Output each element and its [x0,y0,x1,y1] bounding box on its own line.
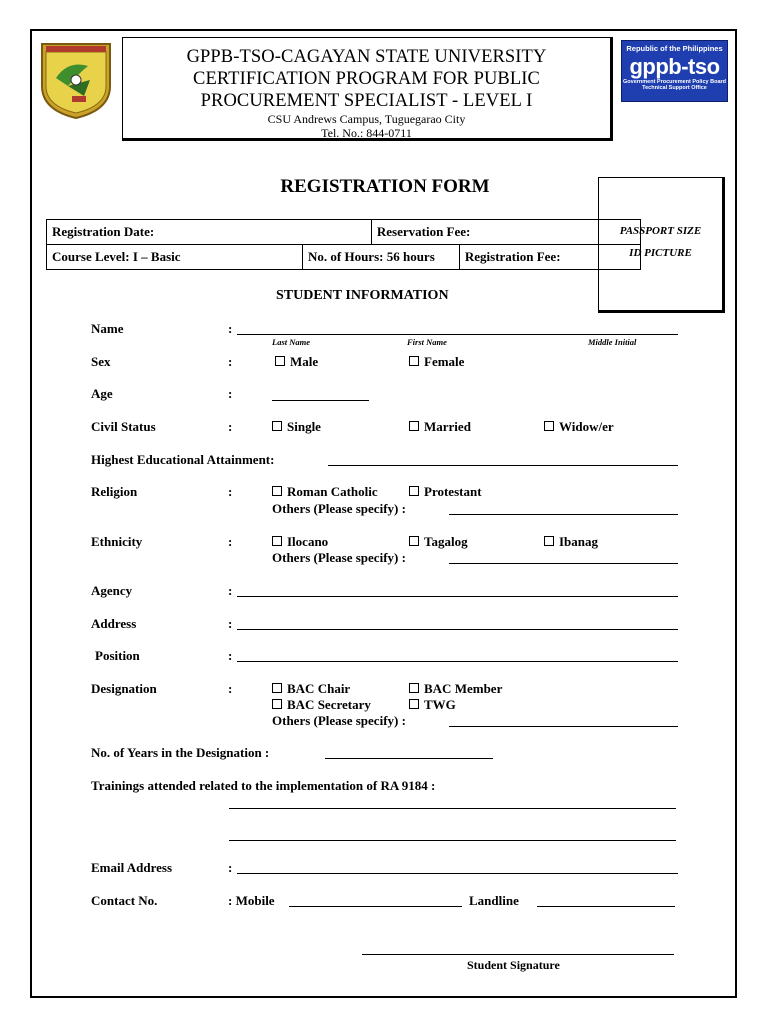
header-line-2: CERTIFICATION PROGRAM FOR PUBLIC [193,69,540,89]
designation-others-label: Others (Please specify) : [272,713,406,728]
twg-text: TWG [424,697,456,712]
section-title: STUDENT INFORMATION [276,288,449,303]
name-field[interactable] [237,334,678,335]
twg-checkbox[interactable] [409,699,419,709]
civil-status-label: Civil Status [91,419,156,434]
tagalog-checkbox[interactable] [409,536,419,546]
male-text: Male [290,354,319,369]
csu-logo [38,40,114,120]
name-label: Name [91,321,124,336]
reservation-fee-cell[interactable]: Reservation Fee: [371,220,640,245]
position-field[interactable] [237,661,678,662]
logo-brand-text: gppb-tso [629,54,720,79]
widow-text: Widow/er [559,419,614,434]
ibanag-text: Ibanag [559,534,599,549]
hours-cell: No. of Hours: 56 hours [303,245,460,270]
education-label: Highest Educational Attainment: [91,452,275,467]
trainings-label: Trainings attended related to the implementation of RA 9184 : [91,778,436,793]
tagalog-text: Tagalog [424,534,468,549]
married-option[interactable] [409,419,471,435]
photo-label-2: ID PICTURE [629,247,692,259]
landline-label: Landline [469,893,519,908]
agency-colon: : [228,583,233,598]
ethnicity-colon: : [228,534,233,549]
female-text: Female [424,354,465,369]
header-box [122,37,613,141]
twg-option[interactable] [409,697,456,713]
position-label: Position [95,648,140,663]
bac-secretary-option[interactable] [272,697,371,713]
registration-table [46,219,641,270]
bac-secretary-checkbox[interactable] [272,699,282,709]
years-designation-label: No. of Years in the Designation : [91,745,270,760]
logo-republic-text: Republic of the Philippines [626,44,723,53]
years-designation-field[interactable] [325,758,493,759]
religion-label: Religion [91,484,138,499]
widow-checkbox[interactable] [544,421,554,431]
sex-colon: : [228,354,233,369]
form-title: REGISTRATION FORM [280,176,490,197]
bac-chair-text: BAC Chair [287,681,351,696]
age-field[interactable] [272,400,369,401]
middle-initial-caption: Middle Initial [588,337,637,347]
agency-field[interactable] [237,596,678,597]
ibanag-checkbox[interactable] [544,536,554,546]
designation-colon: : [228,681,233,696]
position-colon: : [228,648,233,663]
ilocano-checkbox[interactable] [272,536,282,546]
designation-others-field[interactable] [449,726,678,727]
bac-chair-checkbox[interactable] [272,683,282,693]
last-name-caption: Last Name [272,337,311,347]
roman-catholic-text: Roman Catholic [287,484,378,499]
single-text: Single [287,419,321,434]
agency-label: Agency [91,583,133,598]
signature-field[interactable] [362,954,674,955]
religion-others-field[interactable] [449,514,678,515]
male-checkbox[interactable] [275,356,285,366]
address-field[interactable] [237,629,678,630]
trainings-field-line-2[interactable] [229,840,676,841]
education-field[interactable] [328,465,678,466]
logo-bottom-text-2: Technical Support Office [642,85,707,91]
registration-fee-cell[interactable]: Registration Fee: [459,245,640,270]
single-checkbox[interactable] [272,421,282,431]
header-tel: Tel. No.: 844-0711 [321,126,412,140]
course-level-cell: Course Level: I – Basic [47,245,303,270]
roman-catholic-checkbox[interactable] [272,486,282,496]
married-checkbox[interactable] [409,421,419,431]
age-label: Age [91,386,113,401]
single-option[interactable] [272,419,321,435]
ethnicity-label: Ethnicity [91,534,143,549]
ethnicity-others-label: Others (Please specify) : [272,550,406,565]
header-line-3: PROCUREMENT SPECIALIST - LEVEL I [200,91,533,111]
header-line-1: GPPB-TSO-CAGAYAN STATE UNIVERSITY [186,47,547,67]
header-campus: CSU Andrews Campus, Tuguegarao City [267,112,466,126]
logo-bottom-text-1: Government Procurement Policy Board [623,79,726,85]
religion-colon: : [228,484,233,499]
female-option[interactable] [409,354,464,370]
trainings-field-line-1[interactable] [229,808,676,809]
married-text: Married [424,419,471,434]
photo-label-1: PASSPORT SIZE [619,225,702,237]
address-label: Address [91,616,137,631]
contact-label: Contact No. [91,893,158,908]
age-colon: : [228,386,233,401]
ethnicity-others-field[interactable] [449,563,678,564]
mobile-label: : Mobile [228,893,275,908]
email-label: Email Address [91,860,173,875]
address-colon: : [228,616,233,631]
sex-label: Sex [91,354,111,369]
civil-status-colon: : [228,419,233,434]
protestant-checkbox[interactable] [409,486,419,496]
signature-label: Student Signature [467,958,560,972]
protestant-option[interactable] [409,484,482,500]
tagalog-option[interactable] [409,534,468,550]
ibanag-option[interactable] [544,534,598,550]
male-option[interactable] [275,354,318,370]
registration-date-cell[interactable]: Registration Date: [47,220,372,245]
widow-option[interactable] [544,419,614,435]
first-name-caption: First Name [407,337,447,347]
name-colon: : [228,321,233,336]
ilocano-text: Ilocano [287,534,329,549]
roman-catholic-option[interactable] [272,484,378,500]
bac-secretary-text: BAC Secretary [287,697,371,712]
bac-member-option[interactable] [409,681,502,697]
bac-chair-option[interactable] [272,681,350,697]
mobile-field[interactable] [289,906,462,907]
protestant-text: Protestant [424,484,482,499]
female-checkbox[interactable] [409,356,419,366]
header-title [123,46,610,112]
email-colon: : [228,860,233,875]
landline-field[interactable] [537,906,675,907]
ilocano-option[interactable] [272,534,328,550]
bac-member-text: BAC Member [424,681,503,696]
email-field[interactable] [237,873,678,874]
religion-others-label: Others (Please specify) : [272,501,406,516]
gppb-tso-logo [621,40,728,102]
designation-label: Designation [91,681,157,696]
bac-member-checkbox[interactable] [409,683,419,693]
